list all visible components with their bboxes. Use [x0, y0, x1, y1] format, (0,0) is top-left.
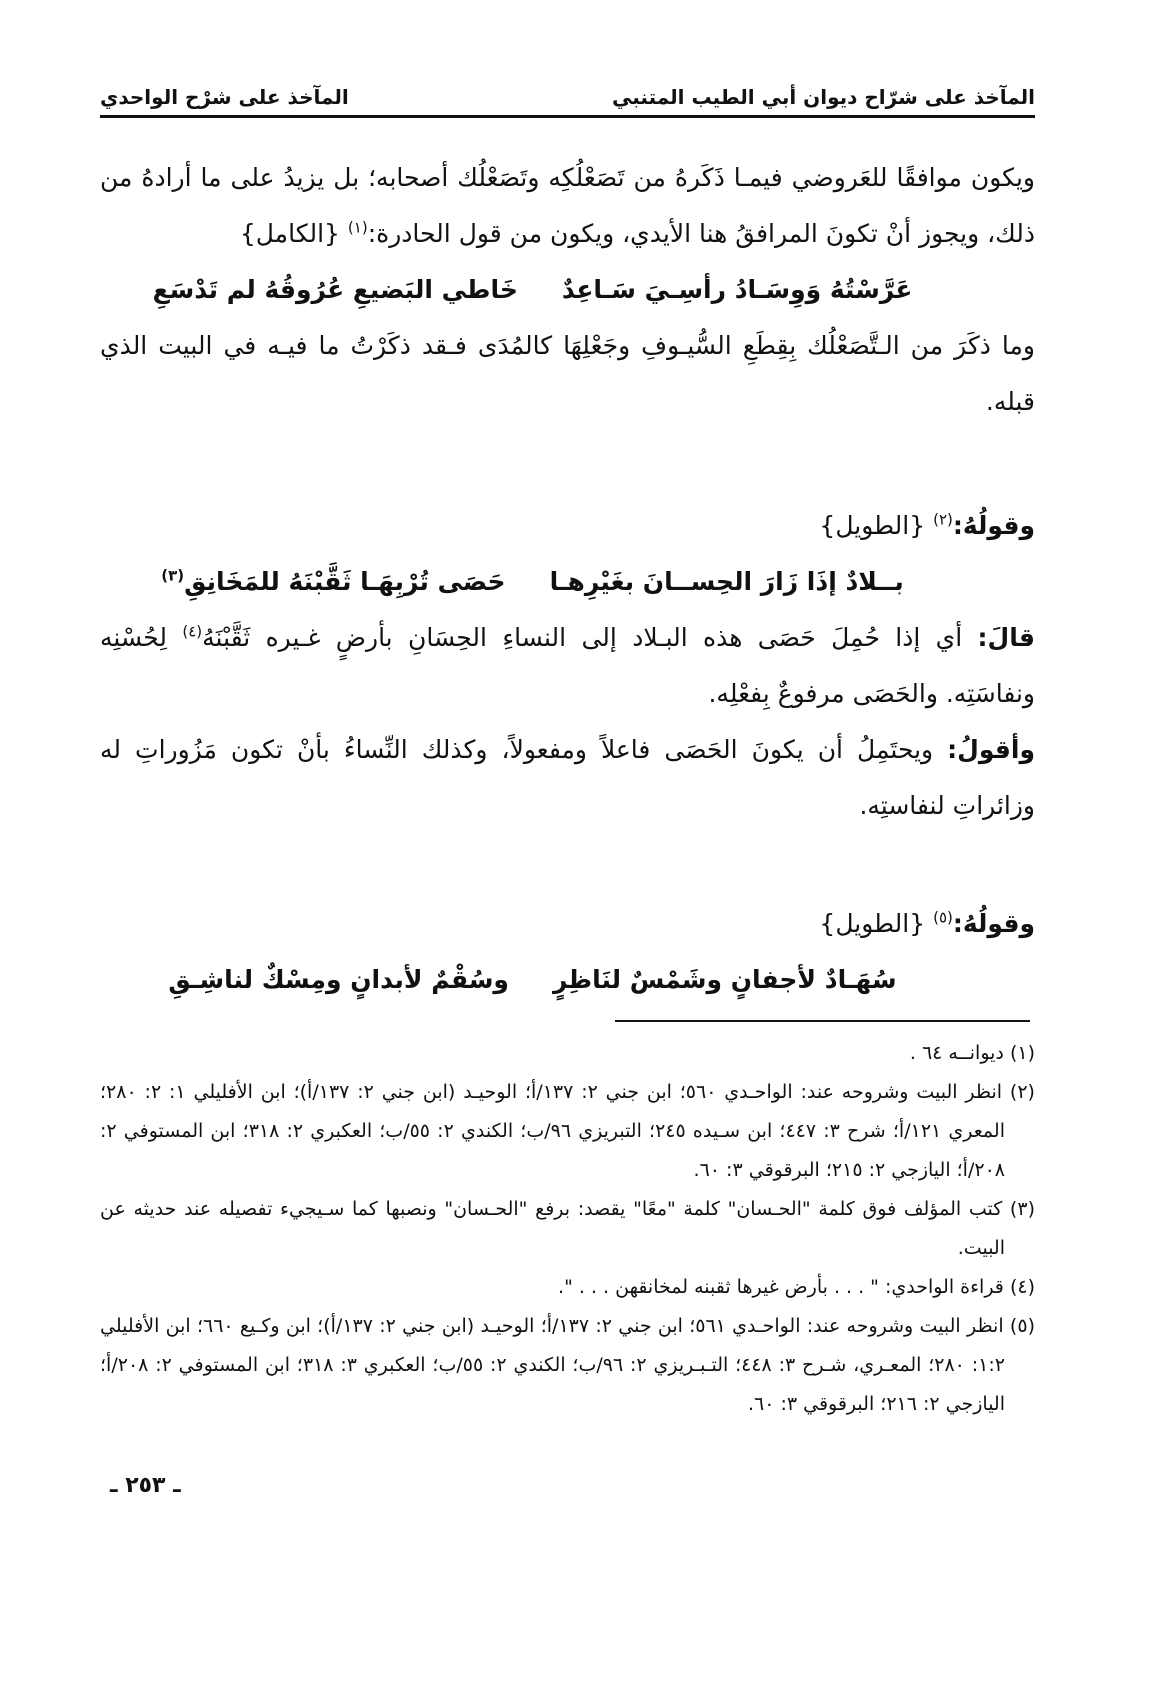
footnote-ref-3: (٣) — [161, 566, 185, 585]
footnote-number: (٣) — [1009, 1198, 1035, 1220]
aqul-text: ويحتَمِلُ أن يكونَ الحَصَى فاعلاً ومفعولاً، وكذلك النِّساءُ بأنْ تكون مَزُوراتِ له وزائراتِ لنفاستِه. — [100, 735, 1035, 820]
verse-1-first-hemistich: عَرَّسْتُهُ وَوِسَـادُ رأسِـيَ سَـاعِدٌ — [561, 275, 913, 304]
verse-3 — [100, 952, 1035, 1008]
verse-2-second-text: حَصَى تُرْبِهَـا ثَقَّبْنَهُ للمَخَانِقِ — [184, 567, 506, 596]
commentary-qala — [100, 610, 1035, 722]
running-header — [100, 80, 1035, 118]
paragraph-1 — [100, 150, 1035, 262]
footnote-5 — [100, 1307, 1035, 1424]
footnote-number: (٥) — [1009, 1315, 1035, 1337]
verse-2 — [100, 554, 1035, 610]
quote-heading-3 — [100, 896, 1035, 952]
header-book-title: المآخذ على شرّاح ديوان أبي الطيب المتنبي — [612, 85, 1035, 109]
verse-2-second-hemistich — [161, 554, 505, 610]
footnote-text: انظر البيت وشروحه عند: الواحـدي ٥٦٠؛ ابن جني ٢: ١٣٧/أ؛ الوحيـد (ابن جني ٢: ١٣٧/أ)؛ ابن الأفليلي ١: ٢: ٢٨٠؛ المعري ١٢١/أ؛ شرح ٣: ٤٤٧؛ ابن سـيده ٢٤٥؛ التبريزي ٩٦/ب؛ الكندي ٢: ٥٥/ب؛ العكبري ٢: ٣١٨؛ ابن المستوفي ٢: ٢٠٨/أ؛ اليازجي ٢: ٢١٥؛ البرقوقي ٣: ٦٠. — [100, 1081, 1005, 1181]
header-chapter-title: المآخذ على شرْح الواحدي — [100, 85, 349, 109]
quote-2-meter: {الطويل} — [819, 511, 926, 540]
verse-2-first-hemistich: بــلادٌ إذَا زَارَ الحِســانَ بغَيْرِهـا — [549, 567, 904, 596]
quote-3-meter: {الطويل} — [819, 909, 926, 938]
quote-heading-2 — [100, 498, 1035, 554]
footnote-1 — [100, 1034, 1035, 1073]
aqul-label: وأقولُ: — [947, 735, 1035, 764]
footnote-ref-1: (١) — [347, 218, 368, 237]
footnote-2 — [100, 1073, 1035, 1190]
footnote-3 — [100, 1190, 1035, 1268]
footnote-ref-2: (٢) — [933, 510, 953, 529]
paragraph-2: وما ذكَرَ من الـتَّصَعْلُك بِقِطَعِ السُّيـوفِ وجَعْلِهَا كالمُدَى فـقد ذكَرْتُ ما فيـه في البيت الذي قبله. — [100, 331, 1035, 416]
qala-label: قالَ: — [977, 623, 1035, 652]
footnote-ref-5: (٥) — [933, 908, 953, 927]
main-text — [100, 150, 1035, 1514]
footnote-text: كتب المؤلف فوق كلمة "الحـسان" كلمة "معًا" يقصد: برفع "الحـسان" ونصبها كما سـيجيء تفصيله عند حديثه عن البيت. — [100, 1198, 1005, 1259]
verse-3-second-hemistich: وسُقْمٌ لأبدانٍ ومِسْكٌ لناشِـقِ — [168, 965, 509, 994]
commentary-aqul — [100, 722, 1035, 834]
qala-text-2: لِحُسْنِه ونفاسَتِه. والحَصَى مرفوعٌ بِفعْلِه. — [100, 623, 1035, 708]
paragraph-1-text: ويكون موافقًا للعَروضي فيمـا ذَكَرهُ من تَصَعْلُكِه وتَصَعْلُك أصحابه؛ بل يزيدُ على ما أرادهُ من ذلك، ويجوز أنْ تكونَ المرافقُ هنا الأيدي، ويكون من قول الحادرة: — [100, 163, 1035, 248]
quote-3-label: وقولُهُ: — [952, 909, 1035, 938]
footnotes — [100, 1034, 1035, 1424]
footnote-text: ديوانــه ٦٤ . — [909, 1042, 1004, 1064]
footnote-ref-4: (٤) — [182, 622, 203, 641]
verse-1 — [100, 262, 1035, 318]
footnote-4 — [100, 1268, 1035, 1307]
footnote-text: انظر البيت وشروحه عند: الواحـدي ٥٦١؛ ابن جني ٢: ١٣٧/أ؛ الوحيـد (ابن جني ٢: ١٣٧/أ)؛ ابن وكـيع ٦٦٠؛ ابن الأفليلي ١:٢: ٢٨٠؛ المعـري، شـرح ٣: ٤٤٨؛ التـبـريزي ٢: ٩٦/ب؛ الكندي ٢: ٥٥/ب؛ العكبري ٣: ٣١٨؛ ابن المستوفي ٢: ٢٠٨/أ؛ اليازجي ٢: ٢١٦؛ البرقوقي ٣: ٦٠. — [100, 1315, 1005, 1415]
footnote-number: (١) — [1009, 1042, 1035, 1064]
page-number: ـ ٢٥٣ ـ — [110, 1473, 181, 1498]
footnote-number: (٤) — [1009, 1276, 1035, 1298]
footnote-text: قراءة الواحدي: " . . . بأرض غيرها ثقبنه لمخانقهن . . . ". — [558, 1276, 1004, 1298]
verse-1-second-hemistich: خَاطي البَضيعِ عُرُوقُهُ لم تَدْسَعِ — [152, 275, 518, 304]
qala-text-1: أي إذا حُمِلَ حَصَى هذه البـلاد إلى النساءِ الحِسَانِ بأرضٍ غـيره ثَقَّبْنَهُ — [202, 623, 978, 652]
quote-2-label: وقولُهُ: — [952, 511, 1035, 540]
verse-3-first-hemistich: سُهَـادٌ لأجفانٍ وشَمْسٌ لنَاظِرٍ — [552, 965, 897, 994]
footnote-number: (٢) — [1009, 1081, 1035, 1103]
meter-label: {الكامل} — [239, 219, 340, 248]
footnote-separator — [615, 1020, 1030, 1022]
